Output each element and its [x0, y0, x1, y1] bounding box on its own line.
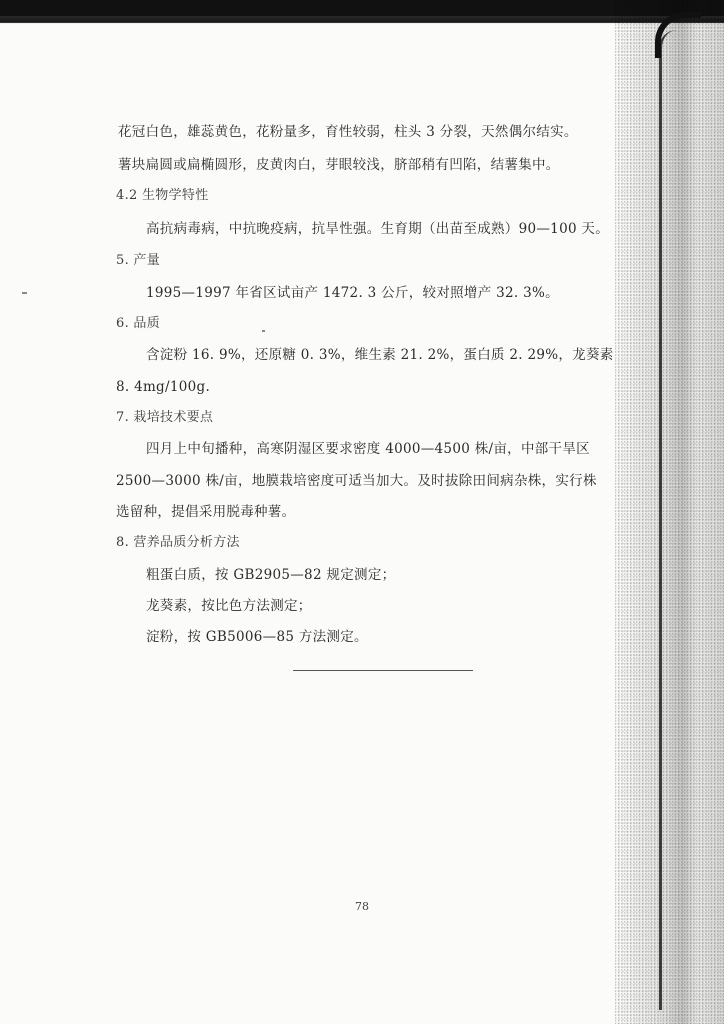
- section-heading: 4.2 生物学特性: [116, 188, 209, 203]
- book-spine-edge: [659, 30, 684, 1010]
- text-line: 粗蛋白质，按 GB2905—82 规定测定；: [146, 567, 396, 583]
- text-line: 四月上中旬播种，高寒阴湿区要求密度 4000—4500 株/亩，中部干旱区: [146, 441, 590, 457]
- text-line: 淀粉，按 GB5006—85 方法测定。: [146, 629, 368, 645]
- section-heading: 7. 栽培技术要点: [116, 410, 214, 425]
- text-line: 花冠白色，雄蕊黄色，花粉量多，育性较弱，柱头 3 分裂，天然偶尔结实。: [118, 124, 578, 140]
- text-line: 含淀粉 16. 9%，还原糖 0. 3%，维生素 21. 2%，蛋白质 2. 29%，龙葵素: [146, 347, 614, 363]
- text-line: 选留种，提倡采用脱毒种薯。: [116, 504, 296, 520]
- text-line: 龙葵素，按比色方法测定；: [146, 598, 312, 614]
- end-rule: [293, 670, 473, 671]
- text-line: 高抗病毒病，中抗晚疫病，抗旱性强。生育期（出苗至成熟）90—100 天。: [146, 221, 610, 237]
- text-line: 8. 4mg/100g.: [116, 379, 211, 395]
- text-line: 薯块扁圆或扁椭圆形，皮黄肉白，芽眼较浅，脐部稍有凹陷，结薯集中。: [118, 157, 560, 173]
- page-number: 78: [355, 900, 369, 913]
- text-line: 2500—3000 株/亩，地膜栽培密度可适当加大。及时拔除田间病杂株，实行株: [116, 473, 597, 489]
- stray-mark: [22, 292, 27, 294]
- text-line: 1995—1997 年省区试亩产 1472. 3 公斤，较对照增产 32. 3%。: [146, 285, 559, 301]
- section-heading: 8. 营养品质分析方法: [116, 535, 240, 550]
- section-heading: 6. 品质: [116, 316, 161, 331]
- section-heading: 5. 产量: [116, 253, 161, 268]
- stray-mark: [262, 330, 265, 332]
